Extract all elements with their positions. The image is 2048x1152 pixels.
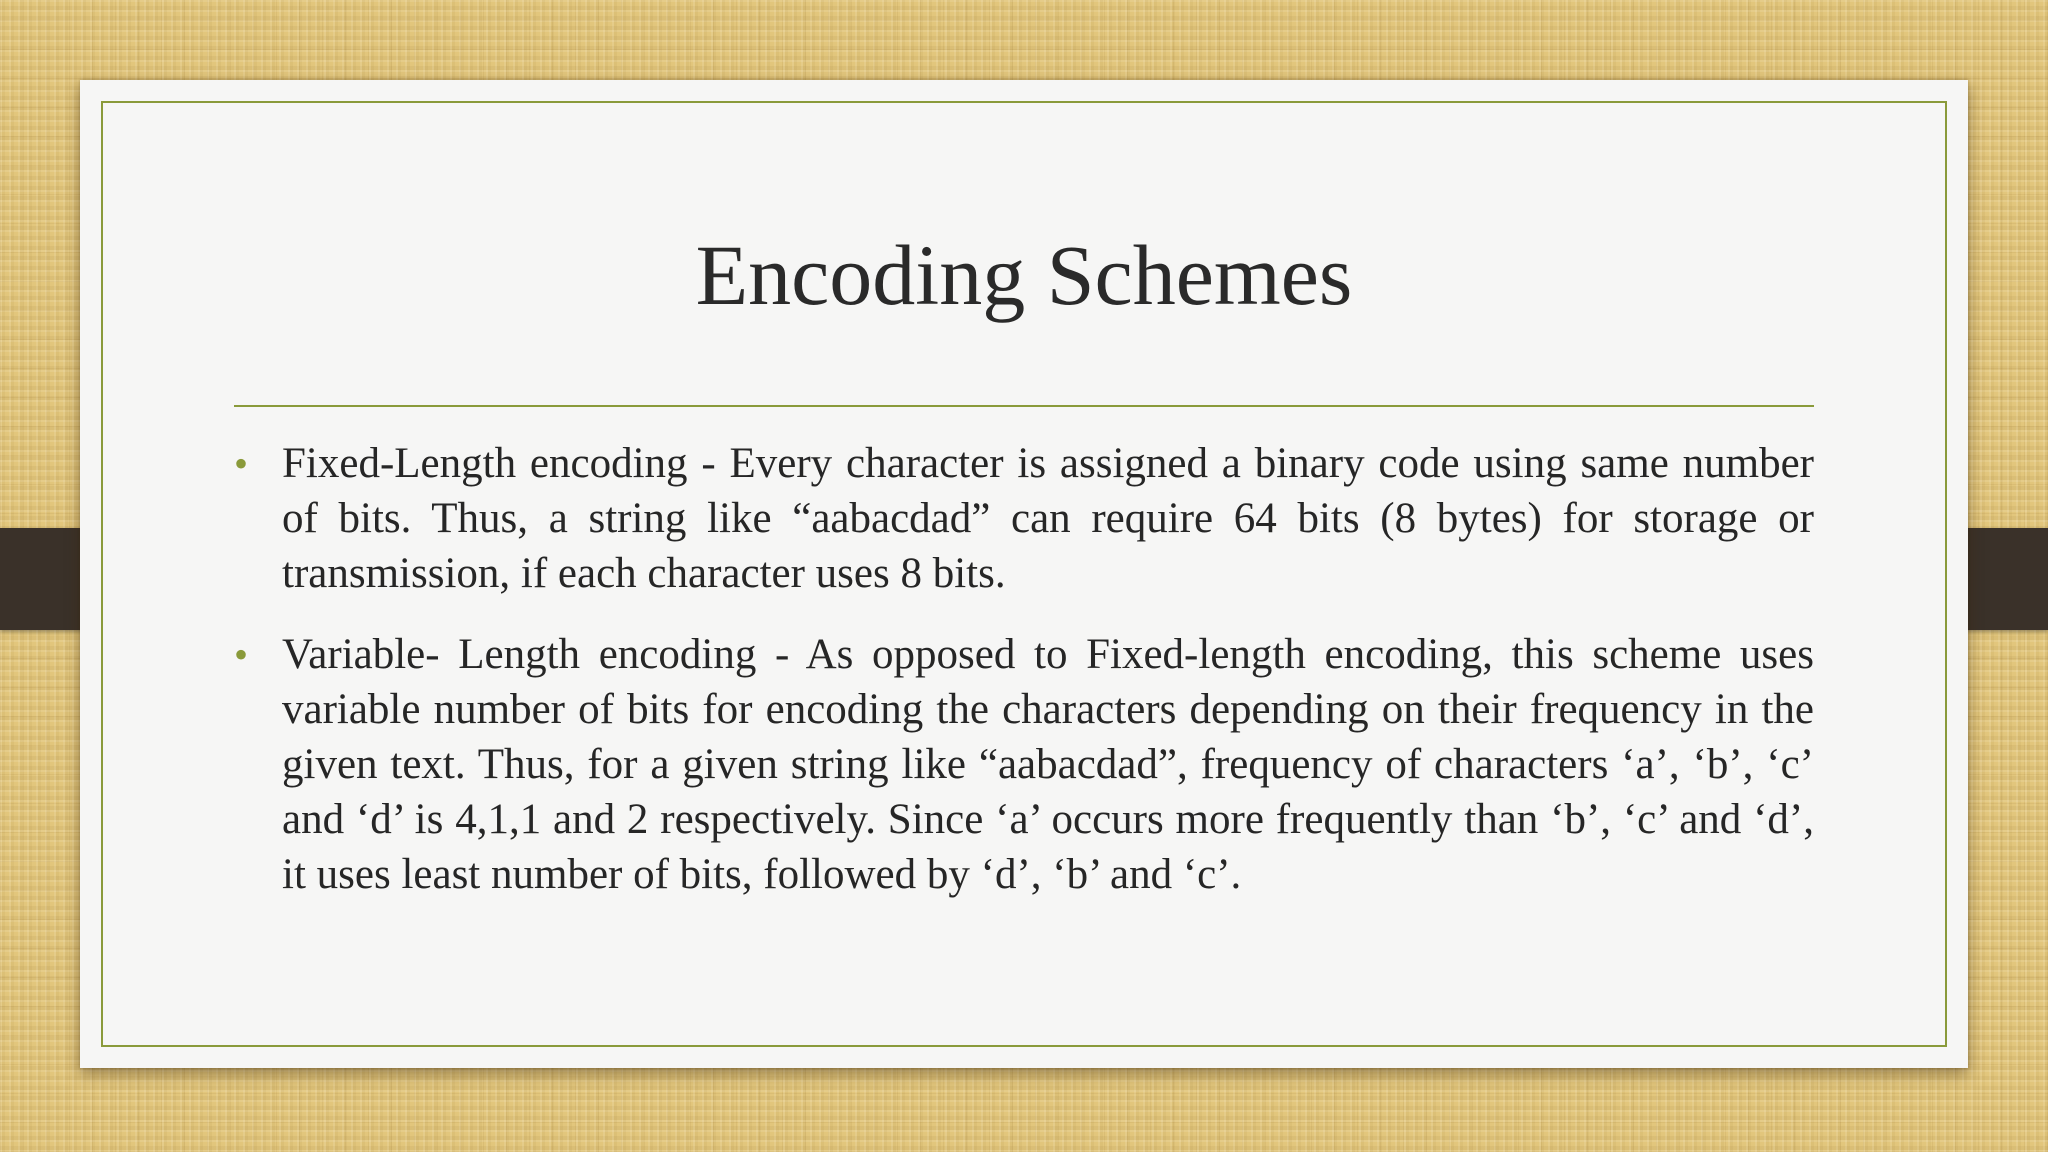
bullet-icon: • <box>234 441 249 486</box>
bullet-item-fixed-length <box>234 436 1814 601</box>
bullet-list <box>234 436 1814 928</box>
bullet-item-variable-length <box>234 627 1814 902</box>
slide-title: Encoding Schemes <box>695 227 1353 323</box>
title-divider <box>234 405 1814 407</box>
bullet-text: Fixed-Length encoding - Every character is assigned a binary code using same number of bits. Thus, a string like “aabacdad” can require 64 bits (8 bytes) for storage or transmission, if each character uses 8 bits. <box>282 440 1814 597</box>
slide-card <box>80 80 1968 1068</box>
bullet-icon: • <box>234 632 249 677</box>
bullet-text: Variable- Length encoding - As opposed to Fixed-length encoding, this scheme uses variable number of bits for encoding the characters depending on their frequency in the given text. Thus, for a given string like “aabacdad”, frequency of characters ‘a’, ‘b’, ‘c’ and ‘d’ is 4,1,1 and 2 respectively. Since ‘a’ occurs more frequently than ‘b’, ‘c’ and ‘d’, it uses least number of bits, followed by ‘d’, ‘b’ and ‘c’. <box>282 631 1814 898</box>
